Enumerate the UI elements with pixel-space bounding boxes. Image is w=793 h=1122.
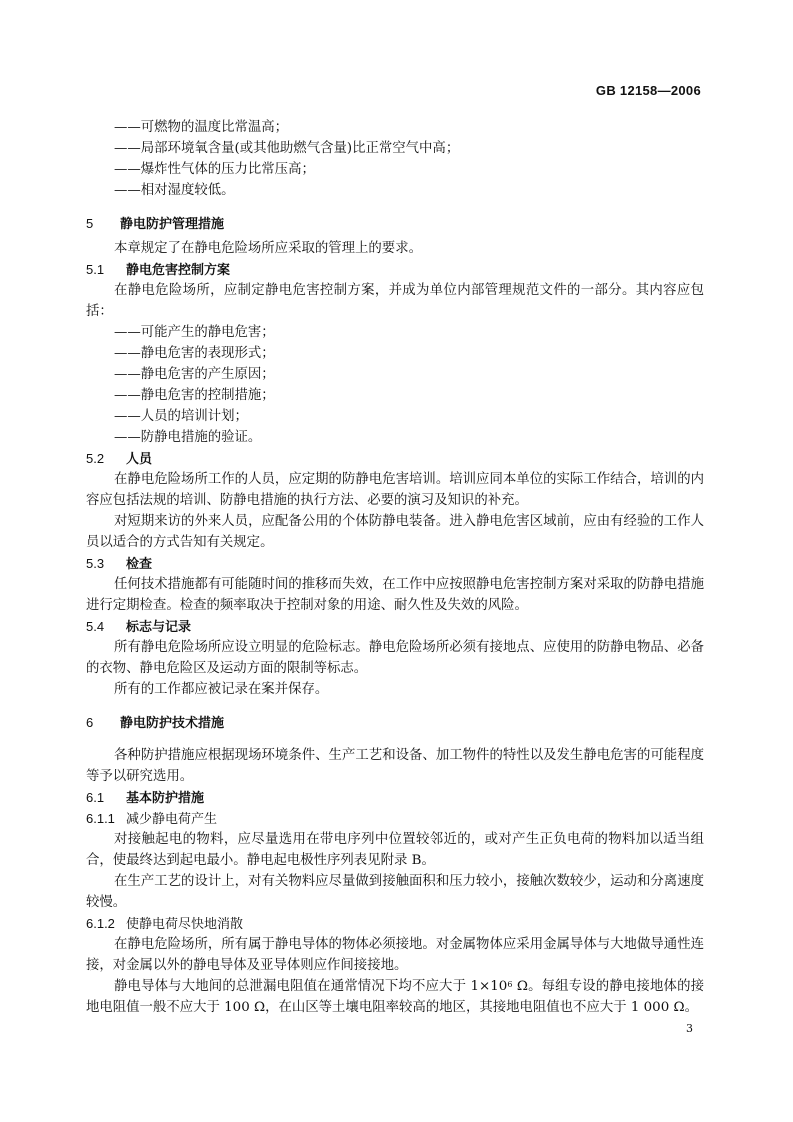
- section-title: 标志与记录: [126, 620, 192, 635]
- section-title: 人员: [126, 452, 153, 467]
- spacer: [86, 737, 704, 745]
- list-item: ——可能产生的静电危害；: [114, 325, 275, 340]
- section-heading-6-1-2: [86, 913, 704, 934]
- section-heading-6-1: [86, 787, 704, 808]
- paragraph: 本章规定了在静电危险场所应采取的管理上的要求。: [114, 241, 422, 256]
- page-number: 3: [686, 1022, 693, 1035]
- paragraph: [86, 976, 704, 1018]
- section-heading-5-1: [86, 259, 704, 280]
- section-number: 5.1: [86, 262, 105, 277]
- text-run: 静电导体与大地间的总泄漏电阻值在通常情况下均不应大于 1×10: [114, 979, 508, 994]
- superscript-exponent: 6: [507, 980, 513, 989]
- section-heading-5: [86, 213, 704, 234]
- section-title: 静电防护管理措施: [120, 217, 225, 232]
- section-heading-6: [86, 712, 704, 733]
- list-item: ——可燃物的温度比常温高；: [114, 120, 289, 135]
- section-title: 静电危害控制方案: [126, 263, 231, 278]
- paragraph: 各种防护措施应根据现场环境条件、生产工艺和设备、加工物件的特性以及发生静电危害的可能程度等予以研究选用。: [86, 748, 704, 784]
- paragraph: 在静电危险场所工作的人员，应定期的防静电危害培训。培训应同本单位的实际工作结合，培训的内容应包括法规的培训、防静电措施的执行方法、必要的演习及知识的补充。: [86, 472, 704, 508]
- section-number: 6.1.2: [86, 916, 115, 931]
- paragraph: 在静电危险场所，应制定静电危害控制方案，并成为单位内部管理规范文件的一部分。其内容应包括：: [86, 283, 704, 319]
- paragraph: 任何技术措施都有可能随时间的推移而失效，在工作中应按照静电危害控制方案对采取的防静电措施进行定期检查。检查的频率取决于控制对象的用途、耐久性及失效的风险。: [86, 577, 704, 613]
- paragraph: 在静电危险场所，所有属于静电导体的物体必须接地。对金属物体应采用金属导体与大地做导通性连接，对金属以外的静电导体及亚导体则应作间接接地。: [86, 937, 704, 973]
- section-heading-5-2: [86, 448, 704, 469]
- section-number: 5.2: [86, 451, 105, 466]
- standard-code: GB 12158—2006: [595, 83, 701, 98]
- list-item: ——静电危害的表现形式；: [114, 346, 275, 361]
- paragraph: 对接触起电的物料，应尽量选用在带电序列中位置较邻近的，或对产生正负电荷的物料加以适当组合，使最终达到起电最小。静电起电极性序列表见附录 B。: [86, 832, 704, 868]
- section-number: 6.1: [86, 790, 105, 805]
- text-run: Ω。每组专设的静电接地体的接地电阻值一般不应大于 100 Ω，在山区等土壤电阻率较高的地区，其接地电阻值也不应大于 1 000 Ω。: [86, 979, 704, 1015]
- section-title: 静电防护技术措施: [120, 716, 225, 731]
- page-content: [86, 117, 704, 1018]
- section-heading-6-1-1: [86, 808, 704, 829]
- section-number: 5: [86, 216, 94, 231]
- section-number: 6: [86, 715, 94, 730]
- list-item: ——静电危害的控制措施；: [114, 388, 275, 403]
- list-item: ——人员的培训计划；: [114, 409, 248, 424]
- list-item: ——相对湿度较低。: [114, 183, 235, 198]
- section-number: 5.3: [86, 556, 105, 571]
- list-item: ——爆炸性气体的压力比常压高；: [114, 162, 315, 177]
- section-number: 5.4: [86, 619, 105, 634]
- section-title: 基本防护措施: [126, 791, 205, 806]
- paragraph: 在生产工艺的设计上，对有关物料应尽量做到接触面积和压力较小，接触次数较少，运动和分离速度较慢。: [86, 874, 704, 910]
- list-item: ——防静电措施的验证。: [114, 430, 262, 445]
- list-item: ——静电危害的产生原因；: [114, 367, 275, 382]
- section-heading-5-3: [86, 553, 704, 574]
- paragraph: 所有静电危险场所应设立明显的危险标志。静电危险场所必须有接地点、应使用的防静电物品、必备的衣物、静电危险区及运动方面的限制等标志。: [86, 640, 704, 676]
- list-item: ——局部环境氧含量(或其他助燃气含量)比正常空气中高；: [114, 141, 460, 156]
- section-heading-5-4: [86, 616, 704, 637]
- section-number: 6.1.1: [86, 811, 115, 826]
- section-title: 检查: [126, 557, 153, 572]
- paragraph: 所有的工作都应被记录在案并保存。: [114, 682, 329, 697]
- section-title: 减少静电荷产生: [126, 812, 218, 827]
- section-title: 使静电荷尽快地消散: [126, 917, 244, 932]
- paragraph: 对短期来访的外来人员，应配备公用的个体防静电装备。进入静电危害区域前，应由有经验的工作人员以适合的方式告知有关规定。: [86, 514, 704, 550]
